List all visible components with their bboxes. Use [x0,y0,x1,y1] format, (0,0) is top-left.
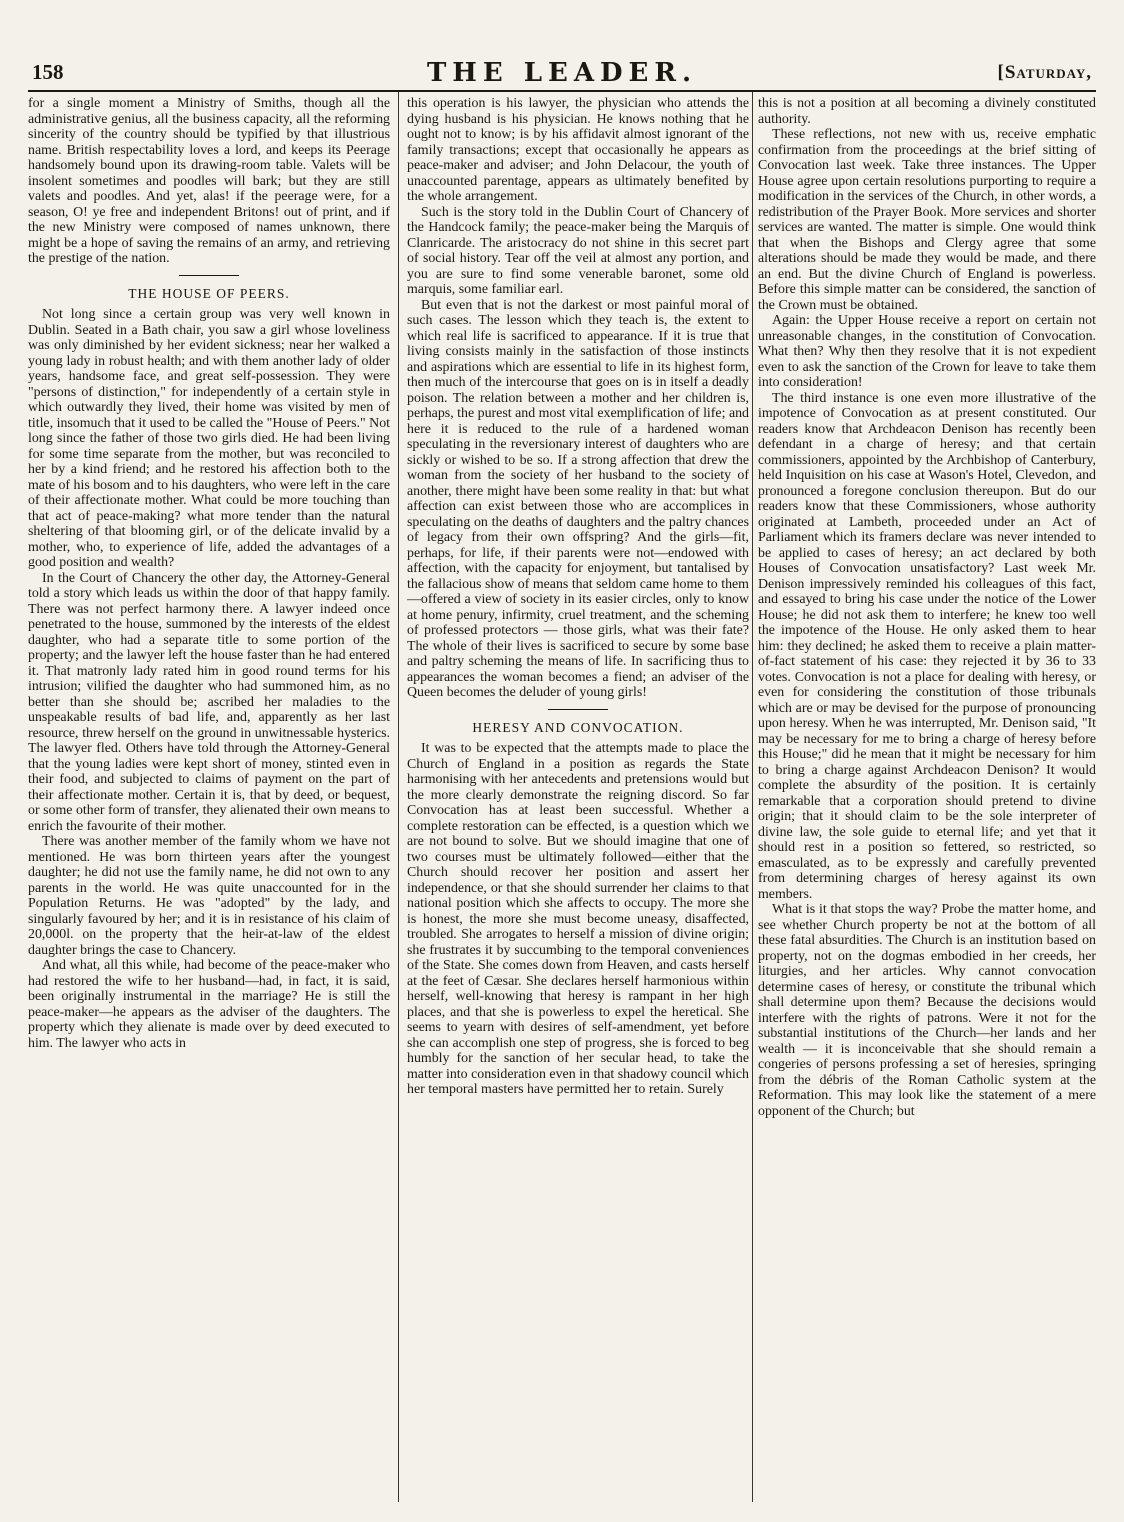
column-1 [28,96,390,1504]
article-paragraph: Such is the story told in the Dublin Court of Chancery of the Handcock family; the peace-maker being the Marquis of Clanricarde. The aristocracy do not shine in this secret part of social history. Tear off the veil at almost any portion, and you are sure to find some venerable baronet, some old marquis, some familiar earl. [407,204,749,297]
section-divider [548,709,608,710]
article-paragraph: The third instance is one even more illustrative of the impotence of Convocation as at present constituted. Our readers know that Archdeacon Denison has recently been defendant in a charge of heresy; and that certain commissioners, appointed by the Archbishop of Canterbury, held Inquisition on his case at Wason's Hotel, Clevedon, and pronounced a foregone conclusion thereupon. But do our readers know that these Commissioners, whose authority originated at Lambeth, proceeded under an Act of Parliament which its framers declare was never intended to be applied to cases of heresy; an act declared by both Houses of Convocation unsatisfactory? Last week Mr. Denison impressively reminded his colleagues of this fact, and essayed to bring his case under the notice of the Lower House; he did not ask them to interfere; he knew too well the impotence of the House. He only asked them to hear him: they declined; he asked them to receive a plain matter-of-fact statement of his case: they rejected it by 36 to 33 votes. Convocation is not a place for dealing with heresy, or even for considering the constitution of those tribunals which are or may be devised for the purpose of pronouncing upon heresy. When he was interrupted, Mr. Denison said, "It may be necessary for me to bring a charge of heresy before this House;" did he mean that it might be necessary for him to bring a charge against Archdeacon Denison? It would complete the absurdity of the position. It is certainly remarkable that a corporation should pretend to divine origin; that it should claim to be the sole interpreter of divine law, the sole guide to eternal life; and yet that it should rest in a position so fettered, so restricted, so emasculated, as to be expressly and carefully prevented from determining charges of heresy against its own members. [758,390,1096,902]
article-paragraph: Not long since a certain group was very well known in Dublin. Seated in a Bath chair, you saw a girl whose loveliness was only diminished by her evident sickness; near her walked a young lady in robust health; and with them another lady of older years, handsome face, and great self-possession. They were "persons of distinction," for independently of a certain style in which outwardly they lived, their home was visited by men of title, insomuch that it used to be called the "House of Peers." Not long since the father of those two girls died. He had been living for some time separate from the mother, but was reconciled to her by a kind friend; and he restored his affection both to the mate of his bosom and to his daughters, who were left in the care of their affectionate mother. What could be more touching than that act of peace-making? what more tender than the natural sheltering of that blooming girl, or of the delicate invalid by a mother, who, to experience of life, added the advantages of a good position and wealth? [28,307,390,570]
article-paragraph: for a single moment a Ministry of Smiths, though all the administrative genius, all the business capacity, all the reforming sincerity of the country should be typified by that illustrious name. British respectability loves a lord, and keeps its Peerage handsomely bound upon its drawing-room table. Valets will be insolent sometimes and poodles will bark; but they are still valets and poodles. And yet, alas! if the peerage were, for a season, O! ye free and independent Britons! out of print, and if the new Ministry were composed of names unknown, there might be a hope of saving the remains of an army, and retrieving the prestige of the nation. [28,96,390,266]
newspaper-title: THE LEADER. [426,58,698,88]
article-heading: HERESY AND CONVOCATION. [472,719,684,735]
article-paragraph: this operation is his lawyer, the physician who attends the dying husband is his physician. He knows nothing that he ought not to know; is by his affidavit almost ignorant of the family transactions; except that occasionally he appears as peace-maker and adviser; and John Delacour, the youth of unaccounted parentage, appears as ultimately benefited by the whole arrangement. [407,96,749,204]
section-divider [179,275,239,276]
issue-day: [Saturday, [997,62,1092,83]
masthead [28,58,1096,92]
article-paragraph: These reflections, not new with us, receive emphatic confirmation from the proceedings at the brief sitting of Convocation last week. Take three instances. The Upper House agree upon certain resolutions purporting to require a modification in the services of the Church, in other words, a redistribution of the Prayer Book. More services and shorter services are wanted. The matter is simple. One would think that when the Bishops and Clergy agree that some alterations should be made they would be made, and there an end. But the divine Church of England is powerless. Before this simple matter can be considered, the sanction of the Crown must be obtained. [758,127,1096,313]
article-paragraph: But even that is not the darkest or most painful moral of such cases. The lesson which they teach is, the extent to which real life is sacrificed to appearance. If it is true that living consists mainly in the satisfaction of those instincts and aspirations which are essential to life in its highest form, then much of the intercourse that goes on is in itself a deadly poison. The relation between a mother and her children is, perhaps, the purest and most vital exemplification of life; and here it is reduced to the rule of a hardened woman speculating in the reversionary interest of daughters who are sickly or wished to be so. If a strong affection that drew the woman from the society of her husband to the society of another, there might have been some reality in that: but what affection can exist between those who are accomplices in speculating on the deaths of daughters and the paltry chances of legacy from their own offspring? And the girls—fit, perhaps, for life, if their parents were not—endowed with affection, with the capacity for enjoyment, but tantalised by the fallacious show of means that seldom came home to them—offered a view of society in its easier circles, only to know at home penury, infirmity, cruel treatment, and the scheming of professed protectors — those girls, what was their fate? The whole of their lives is sacrificed to secure by some base and paltry scheming the means of life. In sacrificing thus to appearances the woman becomes a fiend; an adviser of the Queen becomes the deluder of young girls! [407,297,749,700]
page-number: 158 [32,60,64,84]
article-paragraph: this is not a position at all becoming a divinely constituted authority. [758,96,1096,127]
article-paragraph: And what, all this while, had become of the peace-maker who had restored the wife to her husband—had, in fact, it is said, been originally instrumental in the marriage? He is still the peace-maker—he appears as the adviser of the daughters. The property which they alienate is made over by deed executed to him. The lawyer who acts in [28,958,390,1051]
masthead-rule [28,90,1096,92]
column-divider [752,92,753,1502]
article-heading: THE HOUSE OF PEERS. [128,285,290,301]
column-3 [758,96,1096,1504]
article-paragraph: Again: the Upper House receive a report on certain not unreasonable changes, in the constitution of Convocation. What then? Why then they resolve that it is not expedient even to ask the sanction of the Crown for leave to take them into consideration! [758,313,1096,390]
article-paragraph: What is it that stops the way? Probe the matter home, and see whether Church property be not at the bottom of all these fatal absurdities. The Church is an institution based on property, not on the dogmas embodied in her creeds, her liturgies, and her articles. Why cannot convocation determine cases of heresy, or constitute the tribunal which shall determine upon them? Because the decisions would interfere with the rights of patrons. Were it not for the substantial institutions of the Church—her lands and her wealth — it is inconceivable that she should remain a congeries of persons professing a set of heresies, springing from the débris of the Roman Catholic system at the Reformation. This may look like the statement of a mere opponent of the Church; but [758,902,1096,1119]
article-paragraph: It was to be expected that the attempts made to place the Church of England in a position as regards the State harmonising with her antecedents and pretensions would but the more clearly demonstrate the reigning discord. So far Convocation has at least been successful. Whether a complete restoration can be effected, is a question which we are not bound to solve. But we should imagine that one of two courses must be ultimately followed—either that the Church should recover her position and assert her independence, or that she should surrender her claims to that national position which she affects to occupy. The more she is honest, the more she must become uneasy, disaffected, troubled. She arrogates to herself a mission of divine origin; she frustrates it by succumbing to the temporal conveniences of the State. She comes down from Heaven, and casts herself at the feet of Cæsar. She declares herself harmonious within herself, well-knowing that heresy is rampant in her high places, and that she is powerless to expel the heretical. She seems to yearn with desires of self-amendment, yet before she can accomplish one step of progress, she is forced to beg humbly for the sanction of her secular head, to take the matter into consideration even in that shadowy council which her temporal masters have permitted her to retain. Surely [407,741,749,1097]
article-paragraph: In the Court of Chancery the other day, the Attorney-General told a story which leads us within the door of that happy family. There was not perfect harmony there. A lawyer indeed once penetrated to the house, summoned by the interests of the eldest daughter, who had a separate title to some portion of the property; and the lawyer left the house faster than he had entered it. That matronly lady rated him in good round terms for his intrusion; vilified the daughter who had summoned him, as no better than she should be; ascribed her maladies to the unspeakable results of bad life, and, apparently as her last resource, threw herself on the ground in unwitnessable hysterics. The lawyer fled. Others have told through the Attorney-General that the young ladies were kept short of money, stinted even in their food, and subjected to claims of payment on the part of their affectionate mother. Certain it is, that by deed, or bequest, or some other form of transfer, they alienated their own means to enrich the favourite of their mother. [28,570,390,834]
column-divider [398,92,399,1502]
column-2 [407,96,749,1504]
article-paragraph: There was another member of the family whom we have not mentioned. He was born thirteen years after the youngest daughter; he did not use the family name, he did not own to any parents in the world. He was quite unaccounted for in the Population Returns. He was "adopted" by the lady, and singularly favoured by her; and it is in resistance of his claim of 20,000l. on the property that the heir-at-law of the eldest daughter brings the case to Chancery. [28,834,390,958]
